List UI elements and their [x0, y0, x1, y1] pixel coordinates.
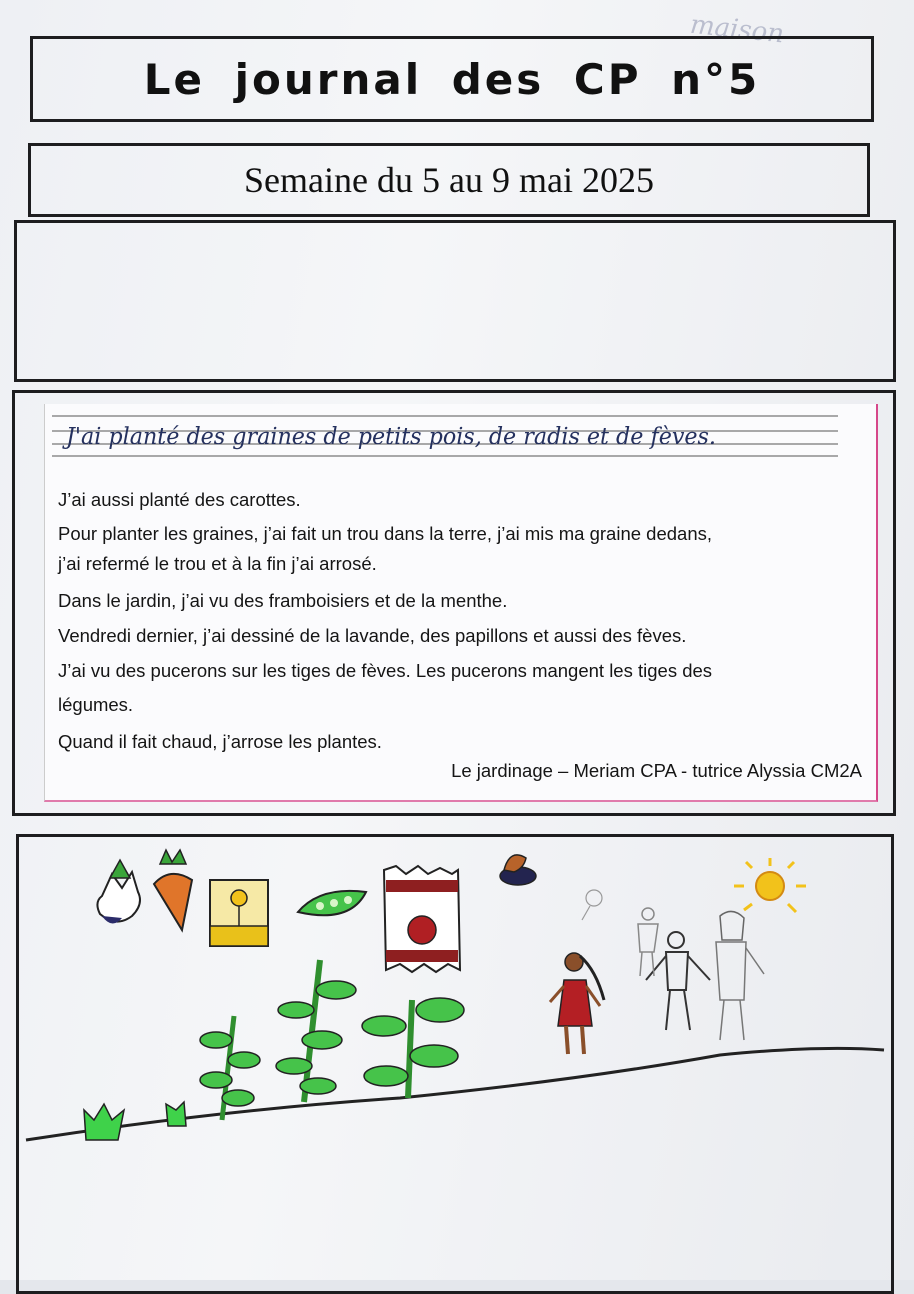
- child-sketch-icon: [638, 908, 658, 976]
- adult-figure-icon: [716, 911, 764, 1040]
- carrot-icon: [154, 850, 192, 930]
- paragraph-line: Pour planter les graines, j’ai fait un trou dans la terre, j’ai mis ma graine dedans,: [58, 523, 713, 544]
- bean-plant-icon: [362, 998, 464, 1098]
- handwritten-sentence: J'ai planté des graines de petits pois, de radis et de fèves.: [62, 424, 717, 450]
- paragraph-line: Dans le jardin, j’ai vu des framboisiers et de la menthe.: [58, 590, 508, 611]
- tomato-packet-icon: [384, 866, 460, 972]
- sprout-icon: [84, 1104, 124, 1140]
- empty-frame: [14, 220, 896, 382]
- girl-figure-icon: [550, 953, 604, 1054]
- seed-packet-icon: [210, 880, 268, 946]
- article-signature: Le jardinage – Meriam CPA - tutrice Alyssia CM2A: [451, 760, 862, 781]
- bean-plant-icon: [200, 1016, 260, 1120]
- week-frame: [28, 143, 870, 217]
- page-title: Le journal des CP n°5: [143, 54, 761, 104]
- radish-icon: [97, 860, 140, 924]
- pea-pod-icon: [298, 891, 366, 915]
- butterfly-icon: [500, 855, 536, 885]
- week-subtitle: Semaine du 5 au 9 mai 2025: [244, 160, 654, 200]
- sprout-icon: [166, 1102, 186, 1126]
- corner-mark-text: maison: [688, 9, 786, 50]
- bean-plant-icon: [276, 960, 356, 1102]
- garden-drawing: [20, 840, 890, 1270]
- face-sketch-icon: [582, 890, 602, 920]
- paragraph-line: Quand il fait chaud, j’arrose les plantes.: [58, 731, 382, 752]
- paragraph-line: J’ai vu des pucerons sur les tiges de fèves. Les pucerons mangent les tiges des: [58, 660, 713, 681]
- boy-figure-icon: [646, 932, 710, 1030]
- handwriting-strip: [52, 404, 842, 466]
- paragraph-line: j’ai refermé le trou et à la fin j’ai arrosé.: [58, 553, 377, 574]
- paragraph-line: Vendredi dernier, j’ai dessiné de la lavande, des papillons et aussi des fèves.: [58, 625, 687, 646]
- title-frame: [30, 36, 874, 122]
- sun-icon: [734, 858, 806, 912]
- paragraph-line: légumes.: [58, 694, 134, 715]
- paragraph-line: J’ai aussi planté des carottes.: [58, 489, 301, 510]
